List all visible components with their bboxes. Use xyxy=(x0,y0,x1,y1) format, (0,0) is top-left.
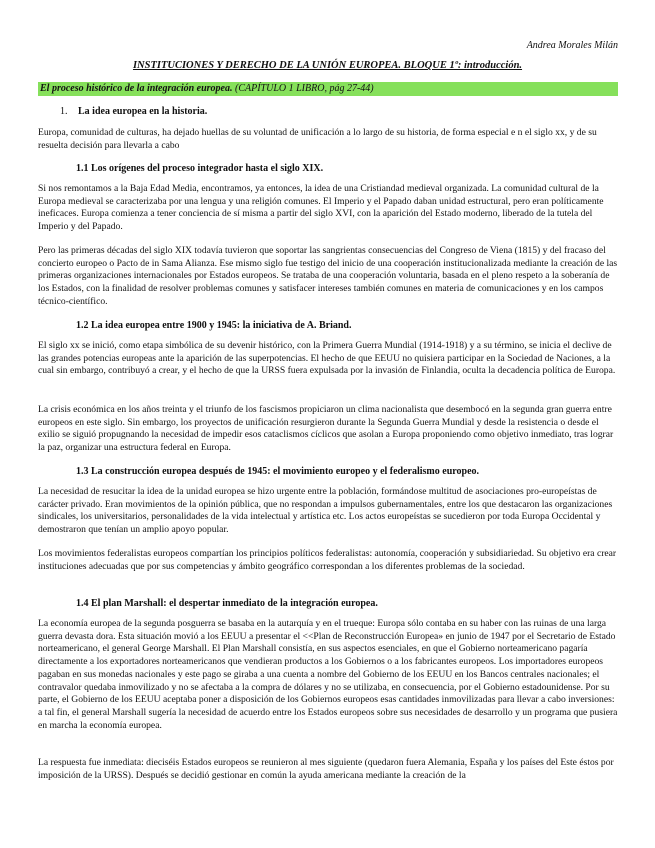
paragraph-8: La economía europea de la segunda posguerra se basaba en la autarquía y en el trueque: Europa sólo contaba en su haber con las ruinas de una larga guerra devasta dora. Esta situación movió a los EEUU a presentar el <<Plan de Reconstrucción Europea» en junio de 1947 por el Secretario de Estado norteamericano, el general George Marshall. El Plan Marshall consistía, en sus aspectos esenciales, en que el Gobierno norteamericano pagaría directamente a los exportadores norteamericanos que vendieran productos a los Gobiernos o a los fabricantes europeos. Los importadores europeos pagaban en sus monedas nacionales y este pago se giraba a una cuenta a nombre del Gobierno de los EEUU en los Bancos centrales nacionales; el contravalor quedaba inmovilizado y no se afectaba a la compra de dólares y no se utilizaba, en consecuencia, por el Gobierno estadounidense. Por su parte, el Gobierno de los EEUU aceptaba poner a disposición de los Gobiernos europeos esas cantidades inmovilizadas para llevar a cabo inversiones: a tal fin, el general Marshall sugería la necesidad de acuerdo entre los Estados europeos sobre sus necesidades de desarrollo y un programa que pusiera en marcha la economía europea. xyxy=(38,618,618,731)
document-title: INSTITUCIONES Y DERECHO DE LA UNIÓN EUROPEA. BLOQUE 1º: introducción. xyxy=(132,60,523,71)
section-1-2-heading: 1.2 La idea europea entre 1900 y 1945: la iniciativa de A. Briand. xyxy=(76,320,352,331)
paragraph-4: El siglo xx se inició, como etapa simbólica de su devenir histórico, con la Primera Guerra Mundial (1914-1918) y a su término, se inicia el declive de las grandes potencias europeas ante la aparición de las superpotencias. El hecho de que EEUU no quisiera participar en la Sociedad de Naciones, a la cual sin embargo, contribuyó a crear, y el hecho de que la URSS fuera expulsada por la invasión de Finlandia, oculta la decadencia política de Europa. xyxy=(38,340,616,377)
section-1-3-heading: 1.3 La construcción europea después de 1945: el movimiento europeo y el federalismo europeo. xyxy=(76,466,480,477)
section-1-4-heading: 1.4 El plan Marshall: el despertar inmediato de la integración europea. xyxy=(76,598,378,609)
paragraph-2: Si nos remontamos a la Baja Edad Media, encontramos, ya entonces, la idea de una Cristiandad medieval organizada. La comunidad cultural de la Europa medieval se caracterizaba por una lengua y una religión comunes. El Imperio y el Papado daban unidad estructural, pero eran políticamente ineficaces. Europa comienza a tener conciencia de sí misma a partir del siglo XVI, con la aparición del Estado moderno, liberado de la tutela del Imperio y del Papado. xyxy=(38,183,604,233)
paragraph-5: La crisis económica en los años treinta y el triunfo de los fascismos propiciaron un clima nacionalista que desembocó en la segunda gran guerra entre europeos en este siglo. Sin embargo, los proyectos de unificación resurgieron durante la Segunda Guerra Mundial y desde la resistencia o desde el exilio se siguió propugnando la necesidad de impedir esos cataclismos cíclicos que asolan a Europa proponiendo como objetivo inmediato, tras lograr la paz, organizar una estructura federal en Europa. xyxy=(38,404,614,454)
section-1-1-heading: 1.1 Los orígenes del proceso integrador hasta el siglo XIX. xyxy=(76,163,324,174)
paragraph-6: La necesidad de resucitar la idea de la unidad europea se hizo urgente entre la población, formándose multitud de asociaciones pro-europeístas de carácter privado. Eran movimientos de la opinión pública, que no respondan a impulsos gubernamentales, entre los que destacaron las organizaciones sindicales, los universitarios, personalidades de la vida intelectual y artística etc. Los actos europeístas se sucedieron por toda Europa Occidental y demostraron que tenían un amplio apoyo popular. xyxy=(38,486,613,536)
chapter-heading xyxy=(40,82,374,96)
author-name: Andrea Morales Milán xyxy=(526,40,618,51)
paragraph-3: Pero las primeras décadas del siglo XIX todavía tuvieron que soportar las sangrientas consecuencias del Congreso de Viena (1815) y del fracaso del concierto europeo o Pacto de in Sama Alianza. Ese mismo siglo fue testigo del inicio de una cooperación institucionalizada mediante la creación de las primeras organizaciones internacionales por Estados europeos. Se trataba de una cooperación voluntaria, basada en el pleno respeto a la soberanía de los Estados, con la finalidad de resolver problemas comunes y satisfacer intereses también comunes en materia de comunicaciones y en los campos técnico-científico. xyxy=(38,245,618,307)
paragraph-9: La respuesta fue inmediata: dieciséis Estados europeos se reunieron al mes siguiente (quedaron fuera Alemania, España y los países del Este éstos por imposición de la URSS). Después se decidió gestionar en común la ayuda americana mediante la creación de la xyxy=(38,757,614,781)
paragraph-7: Los movimientos federalistas europeos compartían los principios políticos federalistas: autonomía, cooperación y subsidiariedad. Su objetivo era crear instituciones adecuadas que por sus competencias y ámbito geográfico correspondan a los diferentes problemas de la sociedad. xyxy=(38,548,617,572)
section-1-heading xyxy=(60,106,207,117)
paragraph-1: Europa, comunidad de culturas, ha dejado huellas de su voluntad de unificación a lo largo de su historia, de forma especial e n el siglo xx, y de su resuelta decisión para llevarla a cabo xyxy=(38,127,597,151)
section-1-title: La idea europea en la historia. xyxy=(78,106,208,117)
chapter-heading-rest: (CAPÍTULO 1 LIBRO, pág 27-44) xyxy=(232,83,374,94)
section-1-number: 1. xyxy=(60,106,68,117)
chapter-heading-bold: El proceso histórico de la integración europea. xyxy=(40,83,233,94)
